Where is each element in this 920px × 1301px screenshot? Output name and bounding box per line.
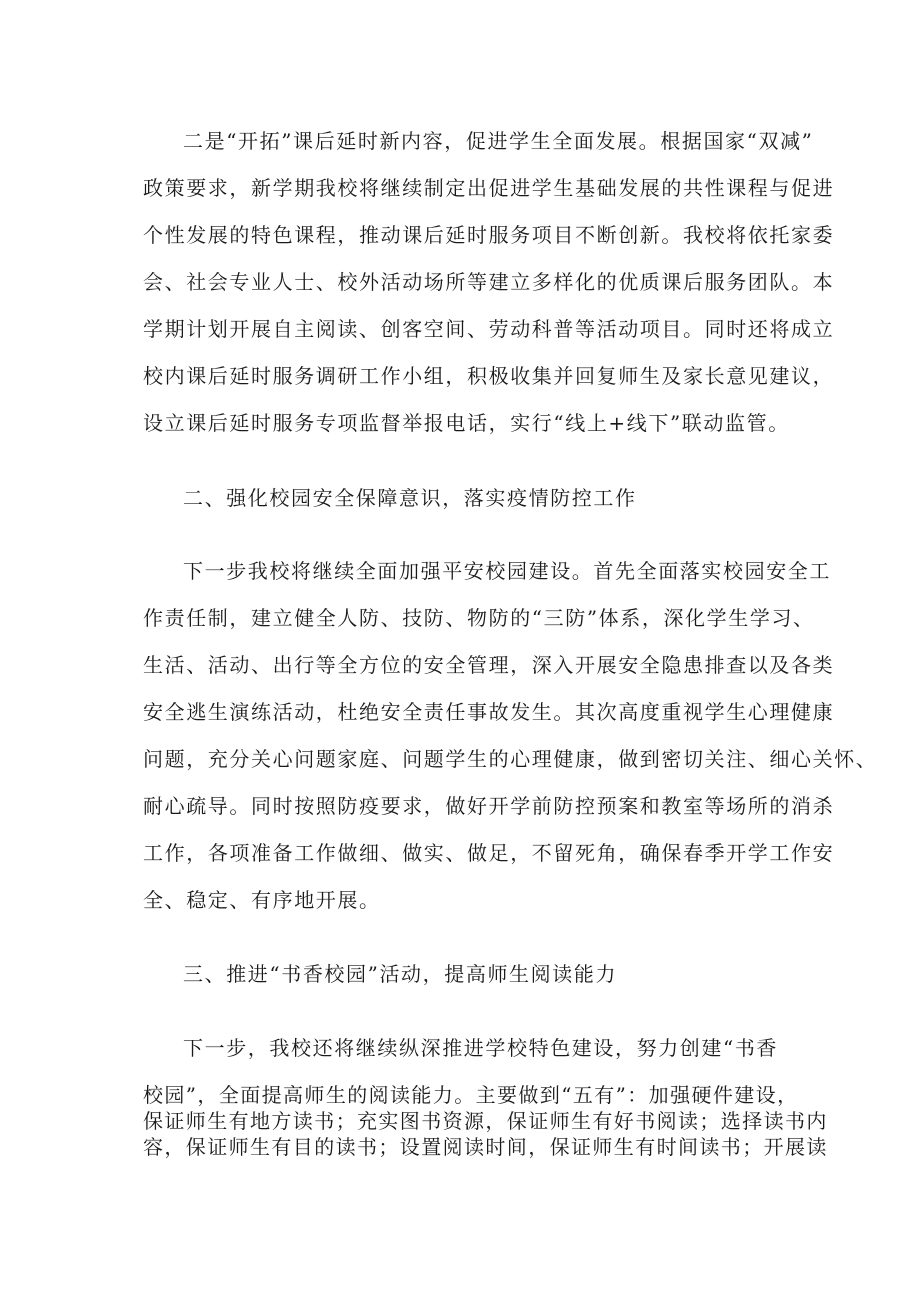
section-heading-3: 三、推进“书香校园”活动，提高师生阅读能力 (183, 962, 618, 986)
paragraph-2-line-4: 安全逃生演练活动，杜绝安全责任事故发生。其次高度重视学生心理健康 (143, 700, 835, 724)
paragraph-2-line-6: 耐心疏导。同时按照防疫要求，做好开学前防控预案和教室等场所的消杀 (143, 794, 835, 818)
paragraph-2-line-7: 工作，各项准备工作做细、做实、做足，不留死角，确保春季开学工作安 (143, 841, 835, 865)
paragraph-2-line-3: 生活、活动、出行等全方位的安全管理，深入开展安全隐患排查以及各类 (143, 653, 835, 677)
paragraph-1-line-3: 个性发展的特色课程，推动课后延时服务项目不断创新。我校将依托家委 (143, 223, 835, 247)
paragraph-1-line-1: 二是“开拓”课后延时新内容，促进学生全面发展。根据国家“双减” (183, 129, 814, 153)
paragraph-2-line-8: 全、稳定、有序地开展。 (143, 888, 381, 912)
paragraph-1-line-2: 政策要求，新学期我校将继续制定出促进学生基础发展的共性课程与促进 (143, 176, 835, 200)
paragraph-3-line-4: 容，保证师生有目的读书；设置阅读时间，保证师生有时间读书；开展读 (143, 1135, 828, 1159)
paragraph-3-line-1: 下一步，我校还将继续纵深推进学校特色建设，努力创建“书香 (183, 1036, 779, 1060)
section-heading-2: 二、强化校园安全保障意识，落实疫情防控工作 (183, 486, 637, 510)
paragraph-3-line-3: 保证师生有地方读书；充实图书资源，保证师生有好书阅读；选择读书内 (143, 1109, 828, 1133)
paragraph-1-line-6: 校内课后延时服务调研工作小组，积极收集并回复师生及家长意见建议， (143, 364, 835, 388)
paragraph-1-line-4: 会、社会专业人士、校外活动场所等建立多样化的优质课后服务团队。本 (143, 270, 835, 294)
paragraph-2-line-1: 下一步我校将继续全面加强平安校园建设。首先全面落实校园安全工 (183, 559, 831, 583)
paragraph-1-line-7: 设立课后延时服务专项监督举报电话，实行“线上+线下”联动监管。 (143, 411, 790, 435)
paragraph-2-line-5: 问题，充分关心问题家庭、问题学生的心理健康，做到密切关注、细心关怀、 (143, 747, 878, 771)
paragraph-3-line-2: 校园”，全面提高师生的阅读能力。主要做到“五有”：加强硬件建设， (143, 1083, 799, 1107)
paragraph-1-line-5: 学期计划开展自主阅读、创客空间、劳动科普等活动项目。同时还将成立 (143, 317, 835, 341)
paragraph-2-line-2: 作责任制，建立健全人防、技防、物防的“三防”体系，深化学生学习、 (143, 606, 815, 630)
